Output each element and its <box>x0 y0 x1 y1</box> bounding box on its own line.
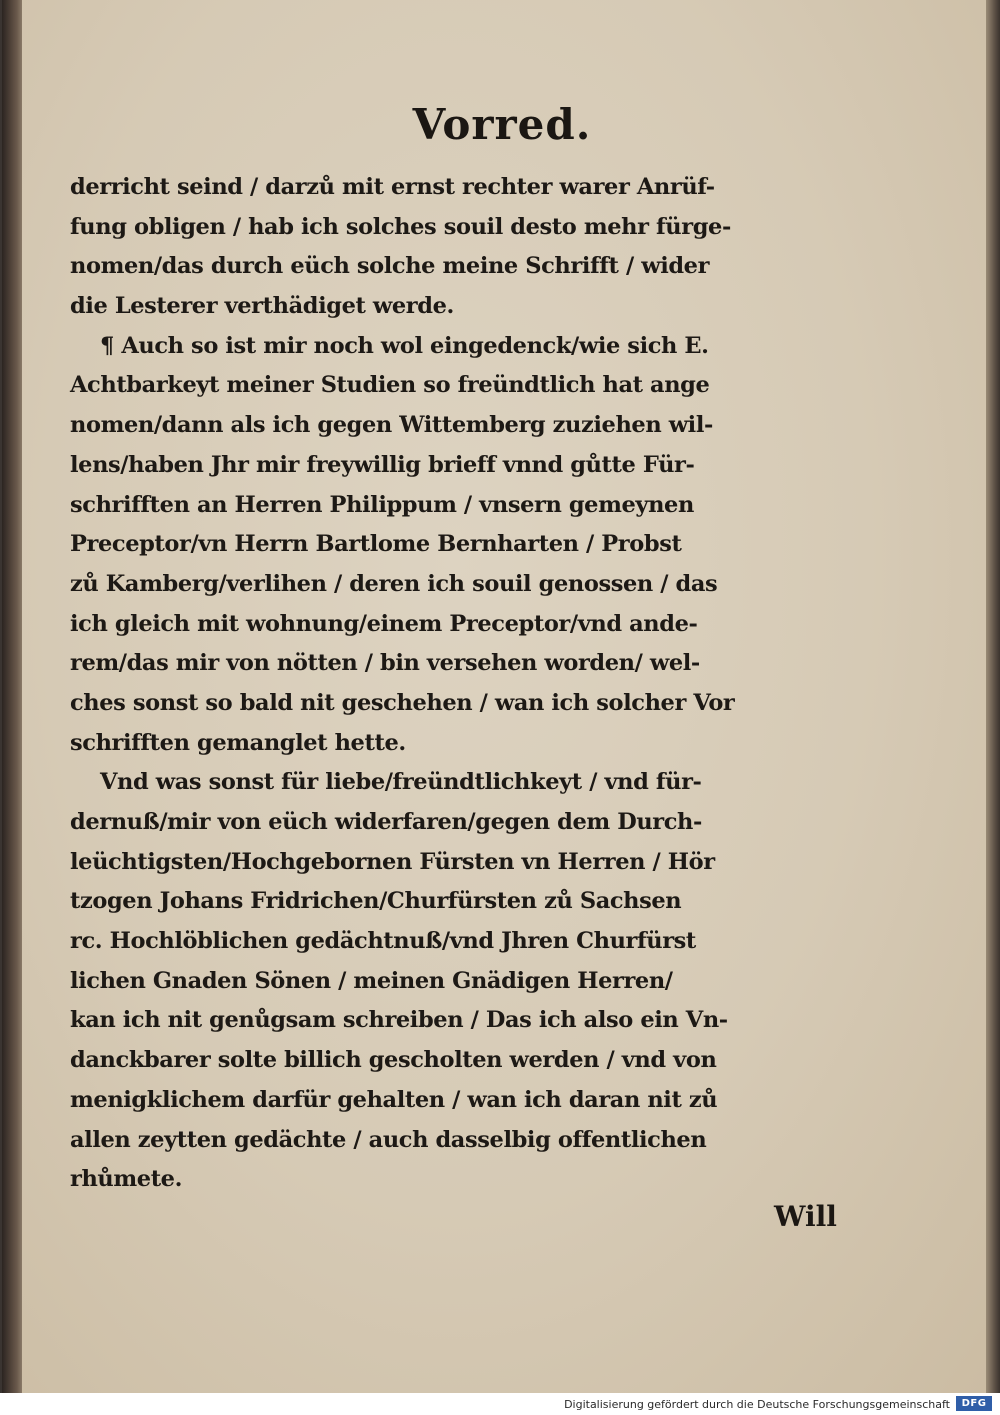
page-edge-right <box>986 0 1000 1393</box>
text-line: derricht seind / darzů mit ernst rechter warer Anrüf- <box>70 174 715 200</box>
catchword: Will <box>774 1200 837 1233</box>
text-line: dernuß/mir von eüch widerfaren/gegen dem Durch- <box>70 809 702 835</box>
text-line: kan ich nit genůgsam schreiben / Das ich also ein Vn- <box>70 1007 728 1034</box>
text-line: ich gleich mit wohnung/einem Preceptor/vnd ande- <box>70 610 698 637</box>
text-line: lens/haben Jhr mir freywillig brieff vnnd gůtte Für- <box>70 451 695 478</box>
book-page <box>22 0 986 1393</box>
text-line: Preceptor/vn Herrn Bartlome Bernharten / Probst <box>70 531 682 558</box>
text-line: schrifften gemanglet hette. <box>70 729 406 756</box>
book-spine-edge <box>2 0 22 1393</box>
text-line: Vnd was sonst für liebe/freündtlichkeyt / vnd für- <box>100 769 702 796</box>
text-line: leüchtigsten/Hochgebornen Fürsten vn Herren / Hör <box>70 848 715 875</box>
text-line: die Lesterer verthädiget werde. <box>70 293 454 320</box>
text-line: ches sonst so bald nit geschehen / wan ich solcher Vor <box>70 689 735 716</box>
running-header: Vorred. <box>412 100 592 149</box>
dfg-logo: DFG <box>956 1396 992 1411</box>
text-line: tzogen Johans Fridrichen/Churfürsten zů Sachsen <box>70 888 682 915</box>
text-line: Achtbarkeyt meiner Studien so freündtlich hat ange <box>70 372 710 399</box>
text-line: danckbarer solte billich gescholten werden / vnd von <box>70 1047 717 1074</box>
text-line: ¶ Auch so ist mir noch wol eingedenck/wie sich E. <box>100 332 709 359</box>
text-line: allen zeytten gedächte / auch dasselbig offentlichen <box>70 1126 707 1153</box>
body-text <box>70 168 860 1200</box>
text-line: zů Kamberg/verlihen / deren ich souil genossen / das <box>70 570 718 597</box>
text-line: lichen Gnaden Sönen / meinen Gnädigen Herren/ <box>70 967 673 994</box>
funding-credit: Digitalisierung gefördert durch die Deutsche Forschungsgemeinschaft <box>564 1398 950 1411</box>
text-line: rc. Hochlöblichen gedächtnuß/vnd Jhren Churfürst <box>70 928 696 955</box>
text-line: schrifften an Herren Philippum / vnsern gemeynen <box>70 491 694 518</box>
text-line: nomen/dann als ich gegen Wittemberg zuziehen wil- <box>70 412 713 439</box>
text-line: fung obligen / hab ich solches souil desto mehr fürge- <box>70 213 731 240</box>
text-line: menigklichem darfür gehalten / wan ich daran nit zů <box>70 1086 718 1113</box>
text-line: rhůmete. <box>70 1166 183 1193</box>
text-line: rem/das mir von nötten / bin versehen worden/ wel- <box>70 650 700 677</box>
text-line: nomen/das durch eüch solche meine Schrifft / wider <box>70 253 710 280</box>
